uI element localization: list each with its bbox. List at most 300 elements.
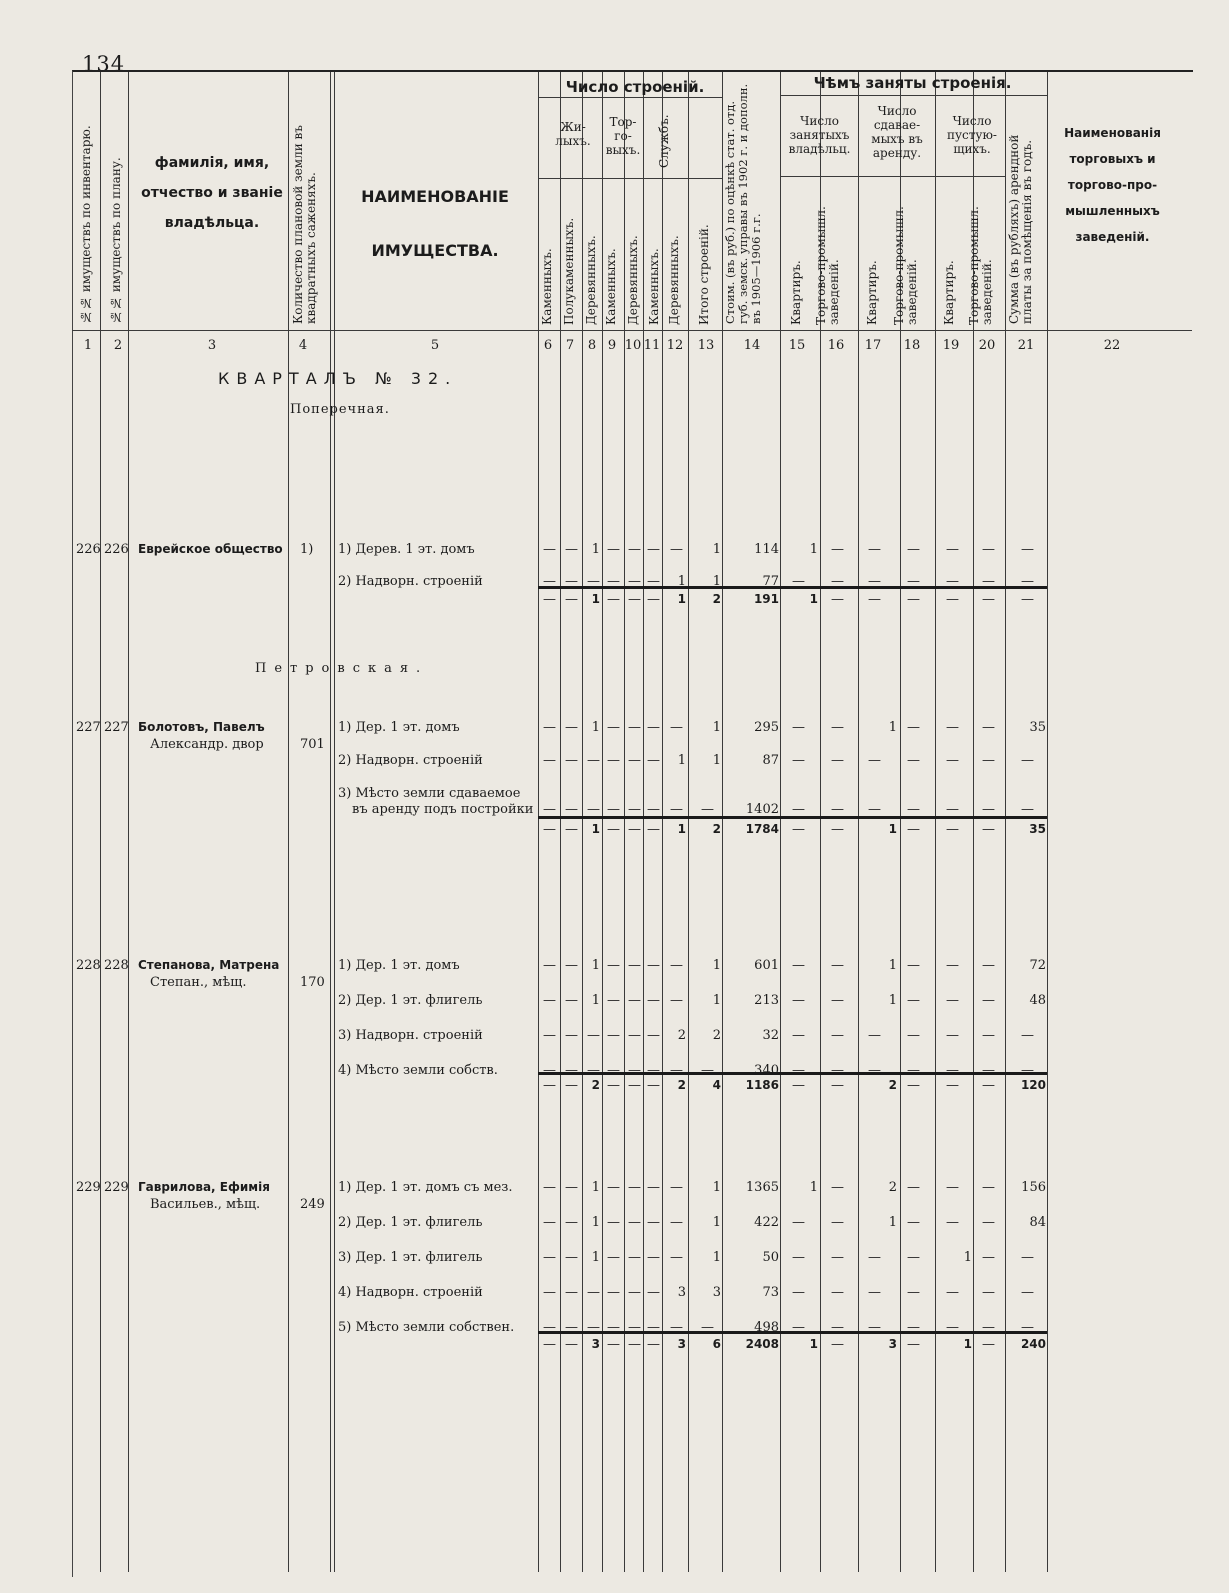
empty-cell: —	[587, 1320, 600, 1335]
empty-cell: —	[543, 802, 556, 817]
empty-cell: —	[628, 1078, 641, 1093]
empty-cell: —	[831, 1337, 844, 1352]
cell-value: 1	[591, 1250, 600, 1265]
empty-cell: —	[907, 822, 920, 837]
cell-value: 498	[754, 1320, 779, 1335]
empty-cell: —	[946, 574, 959, 589]
empty-cell: —	[670, 1180, 683, 1195]
property-name: 4) Мѣсто земли собств.	[338, 1063, 498, 1078]
plan-number: 229	[104, 1180, 129, 1195]
column-number: 21	[1017, 338, 1035, 353]
header-col7: Полукаменныхъ.	[562, 217, 576, 325]
cell-value: 1	[591, 993, 600, 1008]
cell-value: 3	[712, 1285, 721, 1300]
header-col16: Торгово-промышл. заведеній.	[814, 206, 841, 325]
empty-cell: —	[982, 802, 995, 817]
empty-cell: —	[831, 1215, 844, 1230]
empty-cell: —	[831, 720, 844, 735]
empty-cell: —	[831, 1285, 844, 1300]
empty-cell: —	[607, 1063, 620, 1078]
empty-cell: —	[647, 592, 660, 607]
column-number: 13	[697, 338, 715, 353]
property-name: 2) Дер. 1 эт. флигель	[338, 993, 483, 1008]
header-residential: Жи- лыхъ.	[555, 120, 591, 148]
empty-cell: —	[982, 1078, 995, 1093]
empty-cell: —	[868, 574, 881, 589]
empty-cell: —	[647, 1215, 660, 1230]
empty-cell: —	[701, 1320, 714, 1335]
cell-value: 87	[762, 753, 779, 768]
column-rule	[100, 72, 101, 1572]
empty-cell: —	[565, 1320, 578, 1335]
cell-value: 2	[712, 1028, 721, 1043]
column-number: 8	[587, 338, 597, 353]
column-rule	[334, 72, 335, 1572]
column-rule	[538, 72, 539, 1572]
empty-cell: —	[565, 822, 578, 837]
empty-cell: —	[647, 993, 660, 1008]
cell-value: 601	[754, 958, 779, 973]
empty-cell: —	[792, 753, 805, 768]
empty-cell: —	[792, 1285, 805, 1300]
column-number: 15	[788, 338, 806, 353]
empty-cell: —	[628, 1215, 641, 1230]
empty-cell: —	[982, 1180, 995, 1195]
empty-cell: —	[628, 720, 641, 735]
column-number: 17	[864, 338, 882, 353]
empty-cell: —	[982, 1063, 995, 1078]
empty-cell: —	[647, 1285, 660, 1300]
total-value: 1	[591, 592, 600, 606]
column-number: 10	[624, 338, 642, 353]
owner-detail: Степан., мѣщ.	[150, 975, 247, 990]
empty-cell: —	[831, 993, 844, 1008]
empty-cell: —	[607, 1250, 620, 1265]
column-number: 5	[430, 338, 440, 353]
empty-cell: —	[628, 1320, 641, 1335]
header-col9: Каменныхъ.	[604, 248, 618, 325]
empty-cell: —	[907, 1320, 920, 1335]
empty-cell: —	[647, 1028, 660, 1043]
column-number: 20	[978, 338, 996, 353]
empty-cell: —	[565, 592, 578, 607]
column-number: 18	[903, 338, 921, 353]
property-name: 1) Дерев. 1 эт. домъ	[338, 542, 475, 557]
plan-number: 227	[104, 720, 129, 735]
column-rule	[858, 72, 859, 1572]
total-value: 1	[591, 822, 600, 836]
cell-value: 1	[888, 1215, 897, 1230]
total-value: 1	[809, 592, 818, 606]
empty-cell: —	[907, 574, 920, 589]
empty-cell: —	[607, 993, 620, 1008]
empty-cell: —	[982, 958, 995, 973]
empty-cell: —	[565, 1337, 578, 1352]
empty-cell: —	[907, 958, 920, 973]
column-number: 19	[942, 338, 960, 353]
column-rule	[582, 72, 583, 1572]
cell-value: 50	[762, 1250, 779, 1265]
header-col17: Квартиръ.	[865, 260, 879, 325]
empty-cell: —	[907, 1285, 920, 1300]
empty-cell: —	[907, 1180, 920, 1195]
empty-cell: —	[647, 1180, 660, 1195]
header-subgroup-rule	[538, 178, 722, 179]
empty-cell: —	[587, 1285, 600, 1300]
empty-cell: —	[543, 592, 556, 607]
empty-cell: —	[647, 958, 660, 973]
empty-cell: —	[565, 1078, 578, 1093]
empty-cell: —	[831, 1320, 844, 1335]
empty-cell: —	[587, 802, 600, 817]
empty-cell: —	[982, 1028, 995, 1043]
header-rented: Число сдавае- мыхъ въ аренду.	[871, 104, 923, 160]
empty-cell: —	[792, 822, 805, 837]
header-group-rule	[538, 97, 722, 98]
empty-cell: —	[628, 802, 641, 817]
empty-cell: —	[831, 753, 844, 768]
empty-cell: —	[670, 993, 683, 1008]
total-value: 2	[712, 592, 721, 606]
empty-cell: —	[831, 1078, 844, 1093]
inventory-number: 229	[76, 1180, 101, 1195]
cell-value: 2	[677, 1028, 686, 1043]
total-value: 3	[677, 1337, 686, 1351]
empty-cell: —	[946, 542, 959, 557]
header-group-occupied: Чѣмъ заняты строенія.	[813, 74, 1012, 92]
cell-value: 48	[1029, 993, 1046, 1008]
cell-value: 1	[591, 958, 600, 973]
cell-value: 1	[963, 1250, 972, 1265]
empty-cell: —	[831, 1028, 844, 1043]
empty-cell: —	[543, 1180, 556, 1195]
header-col20: Торгово-промышл. заведеній.	[967, 206, 994, 325]
empty-cell: —	[670, 1063, 683, 1078]
column-rule	[624, 72, 625, 1572]
empty-cell: —	[792, 720, 805, 735]
column-number: 6	[543, 338, 553, 353]
empty-cell: —	[946, 958, 959, 973]
cell-value: 84	[1029, 1215, 1046, 1230]
total-value: 6	[712, 1337, 721, 1351]
column-rule	[688, 72, 689, 1572]
cell-value: 1	[712, 753, 721, 768]
header-col13: Итого строеній.	[697, 224, 711, 325]
empty-cell: —	[831, 592, 844, 607]
empty-cell: —	[907, 1215, 920, 1230]
cell-value: 1	[809, 542, 818, 557]
empty-cell: —	[565, 1215, 578, 1230]
empty-cell: —	[792, 958, 805, 973]
empty-cell: —	[792, 1320, 805, 1335]
header-col15: Квартиръ.	[789, 260, 803, 325]
header-owner-occupied: Число занятыхъ владѣльц.	[788, 114, 851, 156]
total-value: 120	[1020, 1078, 1046, 1092]
empty-cell: —	[831, 1180, 844, 1195]
empty-cell: —	[565, 993, 578, 1008]
total-value: 35	[1029, 822, 1046, 836]
empty-cell: —	[792, 1250, 805, 1265]
empty-cell: —	[565, 542, 578, 557]
cell-value: 114	[754, 542, 779, 557]
empty-cell: —	[907, 1337, 920, 1352]
empty-cell: —	[946, 993, 959, 1008]
empty-cell: —	[907, 592, 920, 607]
owner-name: Гаврилова, Ефимія	[138, 1180, 270, 1194]
header-col19: Квартиръ.	[942, 260, 956, 325]
property-name: 1) Дер. 1 эт. домъ съ мез.	[338, 1180, 513, 1195]
empty-cell: —	[543, 1250, 556, 1265]
empty-cell: —	[647, 1250, 660, 1265]
cell-value: 32	[762, 1028, 779, 1043]
land-area: 249	[300, 1197, 325, 1212]
empty-cell: —	[982, 592, 995, 607]
cell-value: 422	[754, 1215, 779, 1230]
empty-cell: —	[565, 720, 578, 735]
empty-cell: —	[543, 542, 556, 557]
empty-cell: —	[607, 720, 620, 735]
column-number: 11	[643, 338, 661, 353]
empty-cell: —	[831, 802, 844, 817]
empty-cell: —	[1021, 1250, 1034, 1265]
empty-cell: —	[982, 822, 995, 837]
empty-cell: —	[543, 720, 556, 735]
owner-detail: Васильев., мѣщ.	[150, 1197, 261, 1212]
property-name: 3) Дер. 1 эт. флигель	[338, 1250, 483, 1265]
empty-cell: —	[982, 542, 995, 557]
empty-cell: —	[543, 1028, 556, 1043]
empty-cell: —	[868, 1028, 881, 1043]
empty-cell: —	[647, 753, 660, 768]
empty-cell: —	[792, 993, 805, 1008]
empty-cell: —	[607, 1285, 620, 1300]
column-number: 12	[666, 338, 684, 353]
empty-cell: —	[565, 802, 578, 817]
property-name: 1) Дер. 1 эт. домъ	[338, 720, 460, 735]
header-col2: №№ имуществъ по плану.	[109, 157, 123, 324]
empty-cell: —	[946, 720, 959, 735]
total-value: 2408	[745, 1337, 779, 1351]
property-name: 5) Мѣсто земли собствен.	[338, 1320, 515, 1335]
empty-cell: —	[647, 1063, 660, 1078]
empty-cell: —	[946, 1215, 959, 1230]
cell-value: 1402	[745, 802, 779, 817]
empty-cell: —	[670, 802, 683, 817]
empty-cell: —	[607, 1078, 620, 1093]
header-group-buildings: Число строеній.	[565, 78, 705, 96]
total-value: 2	[712, 822, 721, 836]
empty-cell: —	[543, 1337, 556, 1352]
empty-cell: —	[792, 1215, 805, 1230]
header-col21: Сумма (въ рубляхъ) арендной платы за помѣщенія въ годъ.	[1007, 134, 1034, 324]
land-area: 1)	[300, 542, 314, 557]
column-number: 22	[1103, 338, 1121, 353]
empty-cell: —	[607, 802, 620, 817]
cell-value: 1	[712, 720, 721, 735]
empty-cell: —	[628, 753, 641, 768]
total-value: 1	[963, 1337, 972, 1351]
empty-cell: —	[907, 720, 920, 735]
empty-cell: —	[868, 542, 881, 557]
empty-cell: —	[647, 1078, 660, 1093]
cell-value: 1	[712, 574, 721, 589]
empty-cell: —	[565, 753, 578, 768]
header-col11: Каменныхъ.	[647, 248, 661, 325]
header-service: Службъ.	[657, 114, 671, 168]
cell-value: 2	[888, 1180, 897, 1195]
cell-value: 72	[1029, 958, 1046, 973]
column-rule	[935, 72, 936, 1572]
total-value: 1	[677, 592, 686, 606]
empty-cell: —	[831, 574, 844, 589]
empty-cell: —	[982, 993, 995, 1008]
empty-cell: —	[868, 1320, 881, 1335]
empty-cell: —	[907, 993, 920, 1008]
header-col14: Стоим. (въ руб.) по оцѣнкѣ стат. отд. губ. земск. управы въ 1902 г. и дополн. въ 1905—1906 г.г.	[723, 83, 763, 324]
land-area: 170	[300, 975, 325, 990]
total-value: 1186	[745, 1078, 779, 1092]
empty-cell: —	[1021, 1285, 1034, 1300]
column-number: 7	[565, 338, 575, 353]
column-rule	[643, 72, 644, 1572]
total-value: 1	[888, 822, 897, 836]
empty-cell: —	[1021, 542, 1034, 557]
empty-cell: —	[543, 958, 556, 973]
empty-cell: —	[607, 753, 620, 768]
cell-value: 1	[888, 958, 897, 973]
column-rule	[1047, 72, 1048, 1572]
plan-number: 228	[104, 958, 129, 973]
total-value: 3	[591, 1337, 600, 1351]
header-col8: Деревянныхъ.	[584, 235, 598, 325]
empty-cell: —	[670, 1215, 683, 1230]
column-rule	[1005, 72, 1006, 1572]
cell-value: 213	[754, 993, 779, 1008]
empty-cell: —	[701, 1063, 714, 1078]
empty-cell: —	[1021, 592, 1034, 607]
property-name: 1) Дер. 1 эт. домъ	[338, 958, 460, 973]
empty-cell: —	[607, 958, 620, 973]
empty-cell: —	[868, 753, 881, 768]
cell-value: 1	[677, 753, 686, 768]
column-rule	[288, 72, 289, 1572]
inventory-number: 228	[76, 958, 101, 973]
header-col6: Каменныхъ.	[540, 248, 554, 325]
property-name: 2) Надворн. строеній	[338, 574, 483, 589]
cell-value: 1	[712, 1215, 721, 1230]
empty-cell: —	[946, 802, 959, 817]
header-col5: НАИМЕНОВАНІЕ ИМУЩЕСТВА.	[361, 187, 509, 260]
owner-name: Степанова, Матрена	[138, 958, 280, 972]
total-value: 2	[677, 1078, 686, 1092]
empty-cell: —	[628, 1063, 641, 1078]
empty-cell: —	[1021, 574, 1034, 589]
empty-cell: —	[946, 822, 959, 837]
empty-cell: —	[565, 1180, 578, 1195]
empty-cell: —	[982, 1215, 995, 1230]
empty-cell: —	[946, 1078, 959, 1093]
header-col10: Деревянныхъ.	[626, 235, 640, 325]
inventory-number: 226	[76, 542, 101, 557]
cell-value: 156	[1021, 1180, 1046, 1195]
header-col3: фамилія, имя, отчество и званіе владѣльца.	[141, 155, 283, 231]
street-name: Петровская.	[255, 661, 429, 676]
empty-cell: —	[982, 1250, 995, 1265]
header-bottom-rule	[72, 330, 1192, 331]
empty-cell: —	[607, 592, 620, 607]
cell-value: 1365	[745, 1180, 779, 1195]
empty-cell: —	[628, 1028, 641, 1043]
empty-cell: —	[907, 753, 920, 768]
empty-cell: —	[543, 1063, 556, 1078]
column-rule	[662, 72, 663, 1572]
empty-cell: —	[792, 574, 805, 589]
empty-cell: —	[607, 1028, 620, 1043]
empty-cell: —	[543, 993, 556, 1008]
empty-cell: —	[628, 822, 641, 837]
property-name: 2) Дер. 1 эт. флигель	[338, 1215, 483, 1230]
empty-cell: —	[628, 1250, 641, 1265]
empty-cell: —	[868, 1063, 881, 1078]
cell-value: 1	[591, 1180, 600, 1195]
cell-value: 1	[712, 958, 721, 973]
street-name: Поперечная.	[290, 402, 390, 417]
empty-cell: —	[543, 822, 556, 837]
empty-cell: —	[565, 574, 578, 589]
empty-cell: —	[831, 1250, 844, 1265]
total-value: 1784	[745, 822, 779, 836]
empty-cell: —	[543, 1215, 556, 1230]
empty-cell: —	[1021, 1028, 1034, 1043]
empty-cell: —	[907, 802, 920, 817]
empty-cell: —	[946, 1285, 959, 1300]
header-col4: Количество плановой земли въ квадратныхъ саженяхъ.	[291, 125, 318, 324]
property-name: 2) Надворн. строеній	[338, 753, 483, 768]
empty-cell: —	[587, 753, 600, 768]
column-number: 3	[207, 338, 217, 353]
empty-cell: —	[587, 574, 600, 589]
empty-cell: —	[907, 1028, 920, 1043]
empty-cell: —	[647, 720, 660, 735]
empty-cell: —	[607, 1180, 620, 1195]
empty-cell: —	[543, 753, 556, 768]
empty-cell: —	[868, 1285, 881, 1300]
column-number: 16	[827, 338, 845, 353]
cell-value: 340	[754, 1063, 779, 1078]
empty-cell: —	[1021, 1063, 1034, 1078]
cell-value: 295	[754, 720, 779, 735]
empty-cell: —	[628, 1337, 641, 1352]
empty-cell: —	[565, 958, 578, 973]
empty-cell: —	[647, 822, 660, 837]
empty-cell: —	[670, 1320, 683, 1335]
empty-cell: —	[907, 1250, 920, 1265]
cell-value: 73	[762, 1285, 779, 1300]
cell-value: 1	[888, 720, 897, 735]
header-subgroup-rule	[780, 176, 1005, 177]
empty-cell: —	[831, 822, 844, 837]
empty-cell: —	[647, 1320, 660, 1335]
column-number: 2	[113, 338, 123, 353]
empty-cell: —	[982, 574, 995, 589]
cell-value: 1	[712, 1250, 721, 1265]
empty-cell: —	[1021, 753, 1034, 768]
empty-cell: —	[565, 1063, 578, 1078]
column-rule	[128, 72, 129, 1572]
header-col22: Наименованія торговыхъ и торгово-про- мышленныхъ заведеній.	[1064, 126, 1161, 244]
cell-value: 1	[712, 1180, 721, 1195]
cell-value: 1	[712, 993, 721, 1008]
